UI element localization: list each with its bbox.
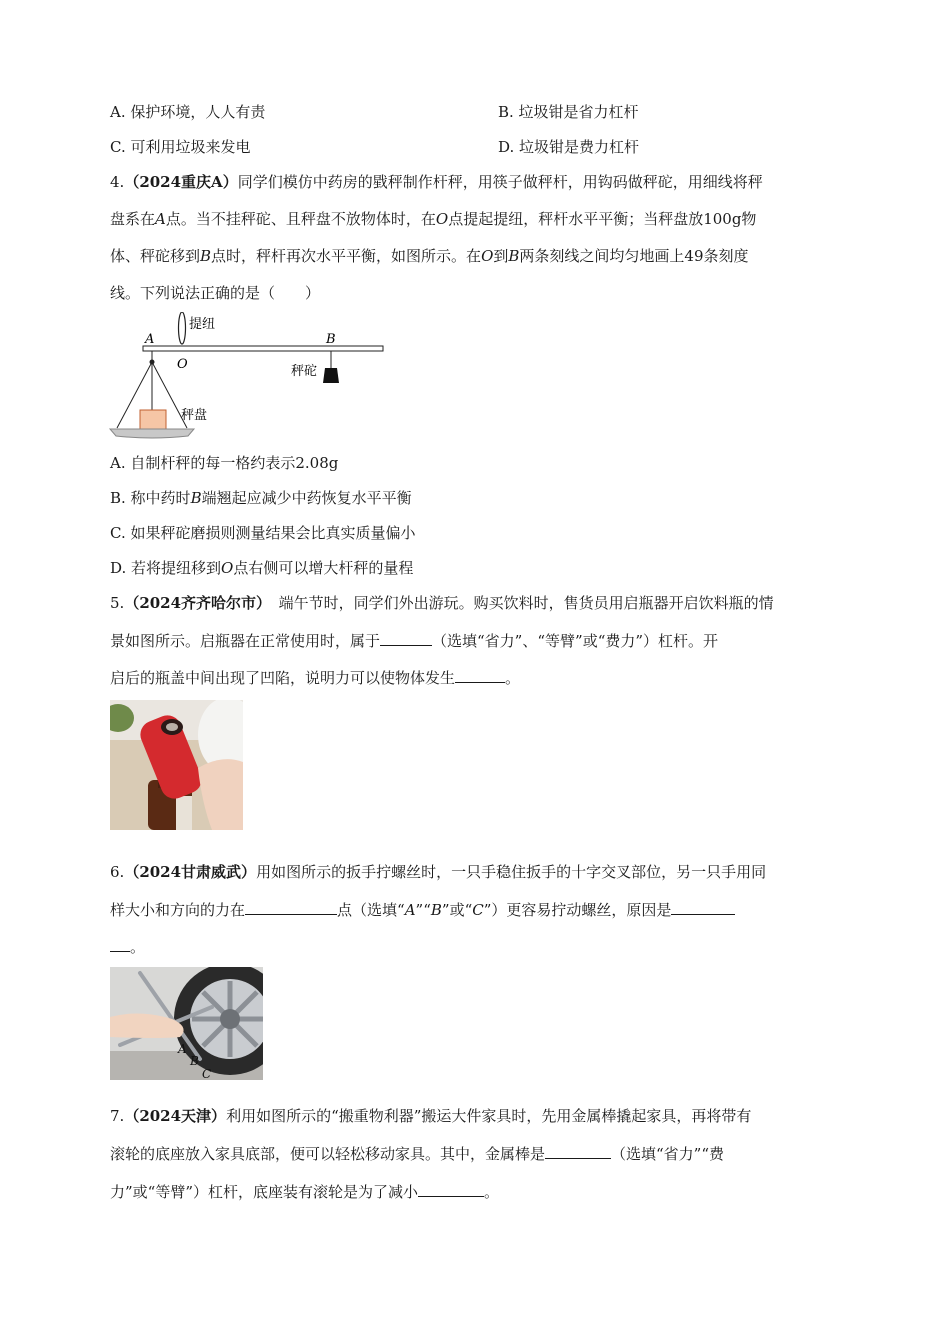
q4-var-o: O: [435, 210, 449, 228]
q4-text: 到: [493, 247, 509, 265]
q6-text: ”）更容易拧动螺丝，原因是: [483, 901, 672, 919]
q7-number: 7.: [110, 1107, 125, 1125]
q4-text: 同学们模仿中药房的戥秤制作杆秤，用筷子做秤杆，用钩码做秤砣，用细线将秤: [237, 173, 763, 191]
q4-line-2: [110, 209, 756, 229]
q4-source: （2024重庆A）: [124, 173, 238, 191]
q4-number: 4.: [110, 173, 125, 191]
q3-option-a: A. 保护环境，人人有责: [110, 103, 266, 121]
q6-line-3: [110, 937, 145, 957]
q6-text: ”“: [415, 901, 431, 919]
wrench-label-c: C: [202, 1067, 212, 1080]
bottle-label: [176, 796, 192, 830]
label-b: B: [326, 332, 336, 347]
q5-number: 5.: [110, 594, 125, 612]
q4-var-o: O: [481, 247, 494, 265]
q4-option-d: [110, 558, 413, 578]
q4-var-b: B: [508, 247, 520, 265]
q3-option-b: B. 垃圾钳是省力杠杆: [498, 103, 639, 121]
q4-option-b: [110, 488, 412, 508]
q5-text: 启后的瓶盖中间出现了凹陷，说明力可以使物体发生: [110, 669, 456, 687]
object-box: [140, 410, 166, 429]
q6-number: 6.: [110, 863, 125, 881]
q7-blank-2[interactable]: [418, 1182, 484, 1197]
q7-text: 滚轮的底座放入家具底部，便可以轻松移动家具。其中，金属棒是: [110, 1145, 546, 1163]
steelyard-figure: [105, 312, 395, 442]
label-tiniu: 提纽: [189, 317, 216, 332]
q4-var-a: A: [155, 210, 166, 228]
label-chengtuo: 秤砣: [291, 364, 318, 379]
q5-text: 端午节时，同学们外出游玩。购买饮料时，售货员用启瓶器开启饮料瓶的情: [263, 594, 774, 612]
q6-text: ”或“: [441, 901, 473, 919]
q3-option-c: C. 可利用垃圾来发电: [110, 138, 251, 156]
label-a: A: [145, 332, 155, 347]
q7-text: 利用如图所示的“搬重物利器”搬运大件家具时，先用金属棒撬起家具，再将带有: [226, 1107, 752, 1125]
q4-var-b: B: [200, 247, 212, 265]
q7-line-2: [110, 1144, 724, 1164]
q6-line-1: [110, 862, 766, 882]
q4-var-o: O: [221, 559, 234, 577]
q6-var-c: C: [472, 901, 484, 919]
q5-blank-2[interactable]: [455, 668, 505, 683]
q4-text: 盘系在: [110, 210, 156, 228]
chengtuo-weight: [323, 368, 339, 383]
tiniu-loop: [179, 312, 186, 344]
q4-text: 点提起提纽，秤杆水平平衡；当秤盘放100g物: [448, 210, 757, 228]
q4-var-b: B: [190, 489, 202, 507]
q7-text: （选填“省力”“费: [611, 1145, 725, 1163]
wrench-label-b: B: [190, 1054, 199, 1068]
opener-cap: [166, 723, 178, 731]
q7-blank-1[interactable]: [545, 1144, 611, 1159]
steelyard-beam: [143, 346, 383, 351]
q7-text: 力”或“等臂”）杠杆，底座装有滚轮是为了减小: [110, 1183, 419, 1201]
q6-text: 样大小和方向的力在: [110, 901, 246, 919]
q3-option-d: D. 垃圾钳是费力杠杆: [498, 138, 640, 156]
bottle-opener-photo: [110, 700, 243, 830]
q5-line-3: [110, 668, 520, 688]
q7-line-1: [110, 1106, 751, 1126]
q5-text: 。: [505, 669, 521, 687]
q4-text: 两条刻线之间均匀地画上49条刻度: [519, 247, 749, 265]
q6-text: 用如图所示的扳手拧螺丝时，一只手稳住扳手的十字交叉部位，另一只手用同: [256, 863, 767, 881]
q5-blank-1[interactable]: [380, 631, 432, 646]
q5-text: （选填“省力”、“等臂”或“费力”）杠杆。开: [432, 632, 719, 650]
q4-line-3: [110, 246, 749, 266]
q4-text: 点时，秤杆再次水平平衡，如图所示。在: [211, 247, 482, 265]
label-chengpan: 秤盘: [181, 408, 208, 423]
q6-blank-2[interactable]: [671, 900, 735, 915]
wrench-photo: [110, 967, 263, 1080]
q6-text: 。: [130, 938, 146, 956]
q5-text: 景如图所示。启瓶器在正常使用时，属于: [110, 632, 381, 650]
q6-blank-2-cont[interactable]: [110, 937, 130, 952]
q4-option-a: A. 自制杆秤的每一格约表示2.08g: [110, 454, 339, 472]
chengpan-pan: [110, 429, 194, 438]
q5-line-1: [110, 593, 774, 613]
q4-option-c: C. 如果秤砣磨损则测量结果会比真实质量偏小: [110, 524, 416, 542]
label-o: O: [177, 357, 188, 372]
q4-option-text: D. 若将提纽移到: [110, 559, 222, 577]
q7-source: （2024天津）: [124, 1107, 227, 1125]
q6-var-a: A: [404, 901, 416, 919]
q4-line-1: [110, 172, 763, 192]
q4-option-text: 端翘起应减少中药恢复水平平衡: [201, 489, 412, 507]
q7-line-3: [110, 1182, 499, 1202]
q6-blank-1[interactable]: [245, 900, 337, 915]
q4-option-text: B. 称中药时: [110, 489, 191, 507]
q4-text: 体、秤砣移到: [110, 247, 201, 265]
q5-line-2: [110, 631, 718, 651]
q4-line-4: 线。下列说法正确的是（ ）: [110, 284, 321, 302]
q6-text: 点（选填“: [337, 901, 405, 919]
q7-text: 。: [484, 1183, 500, 1201]
q6-var-b: B: [430, 901, 442, 919]
q4-option-text: 点右侧可以增大杆秤的量程: [233, 559, 414, 577]
wheel-hub: [220, 1009, 240, 1029]
q6-line-2: [110, 900, 735, 920]
wrench-label-a: A: [178, 1042, 187, 1056]
q6-source: （2024甘肃威武）: [124, 863, 257, 881]
q5-source: （2024齐齐哈尔市）: [124, 594, 264, 612]
q4-text: 点。当不挂秤砣、且秤盘不放物体时，在: [165, 210, 436, 228]
